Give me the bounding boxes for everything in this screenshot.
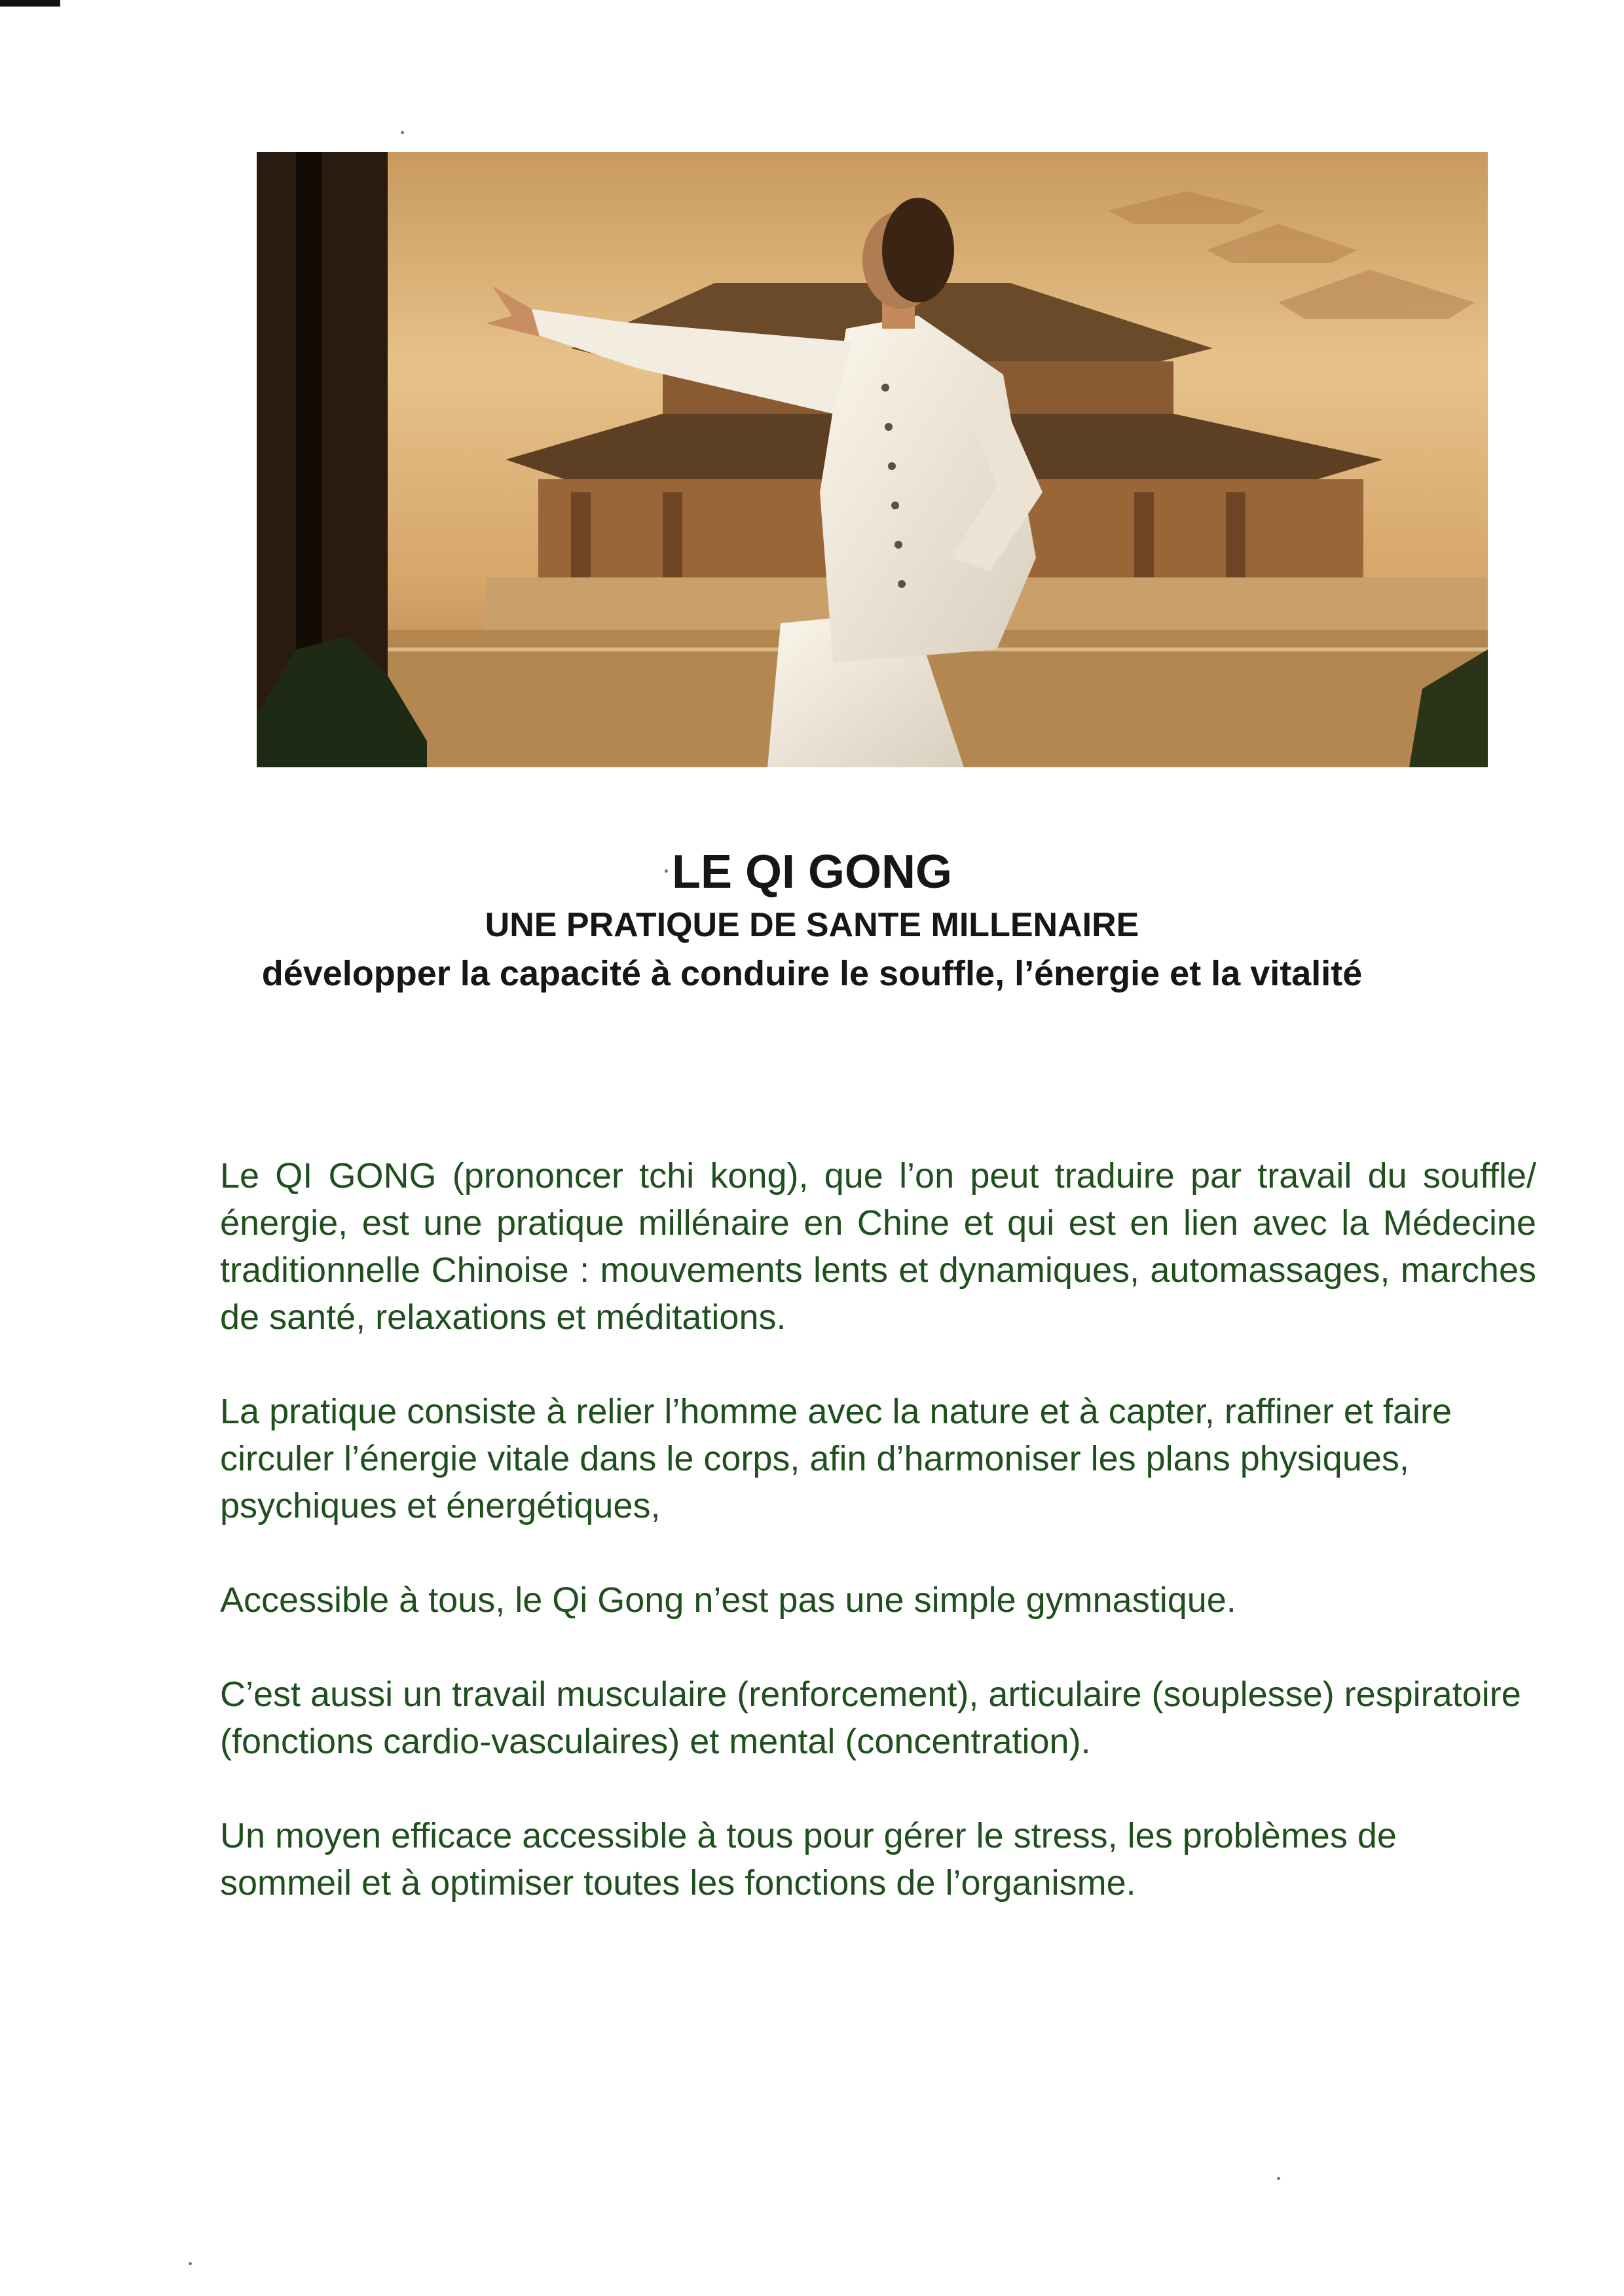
paragraph-practice: La pratique consiste à relier l’homme avec la nature et à capter, raffiner et faire circuler l’énergie vitale dans le corps, afin d’harmoniser les plans physiques, psychiques et énergétiques, — [220, 1392, 1452, 1525]
paragraph-accessible: Accessible à tous, le Qi Gong n’est pas une simple gymnastique. — [220, 1580, 1236, 1620]
heading-block — [131, 845, 1493, 995]
scan-speck — [1277, 2177, 1280, 2180]
body-text — [220, 1152, 1536, 1954]
paragraph-stress: Un moyen efficace accessible à tous pour gérer le stress, les problèmes de sommeil et à optimiser toutes les fonctions de l’organisme. — [220, 1816, 1397, 1903]
page-subtitle: UNE PRATIQUE DE SANTE MILLENAIRE — [485, 906, 1139, 944]
scan-speck — [665, 869, 668, 873]
page-tagline: développer la capacité à conduire le souffle, l’énergie et la vitalité — [261, 954, 1363, 993]
paragraph-intro: Le QI GONG (prononcer tchi kong), que l’on peut traduire par travail du souffle/énergie, est une pratique millénaire en Chine et qui est en lien avec la Médecine traditionnelle Chinoise : mouvements lents et dynamiques, automassages, marches de santé, relaxations et méditations. — [220, 1156, 1536, 1337]
page-title: LE QI GONG — [671, 846, 953, 898]
paragraph-benefits: C’est aussi un travail musculaire (renforcement), articulaire (souplesse) respiratoire (fonctions cardio-vasculaires) et mental (concentration). — [220, 1675, 1521, 1761]
scan-speck — [189, 2262, 192, 2265]
scan-corner-mark — [0, 0, 60, 7]
qi-gong-practitioner-photo — [257, 152, 1488, 767]
scan-speck — [401, 131, 404, 134]
